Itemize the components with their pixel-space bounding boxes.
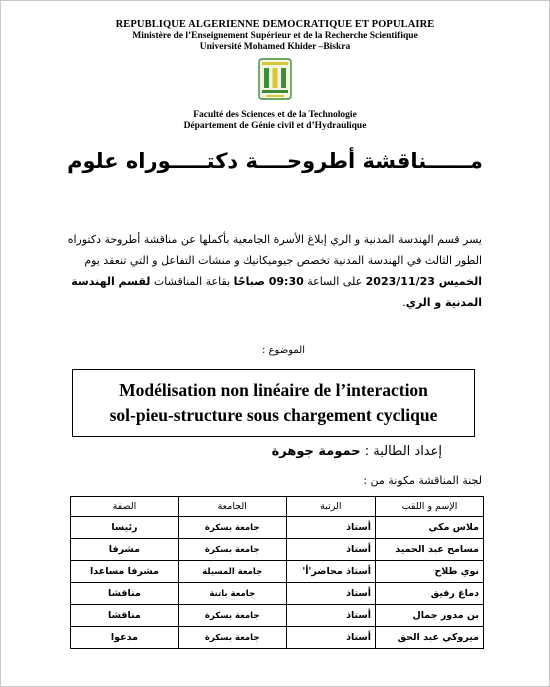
member-name: نوي طلاح <box>376 561 484 583</box>
thesis-title-line-2: sol-pieu-structure sous chargement cyclique <box>109 405 438 425</box>
defense-time: 09:30 صباحًا <box>233 275 304 288</box>
thesis-title-line-1: Modélisation non linéaire de l’interaction <box>119 380 428 400</box>
prepared-by <box>272 444 442 459</box>
header-role: الصفة <box>71 497 179 517</box>
announcement-text-4: . <box>402 296 406 309</box>
member-role: رئيسا <box>71 517 179 539</box>
member-university: جامعة بسكرة <box>178 627 286 649</box>
member-role: مناقشا <box>71 583 179 605</box>
member-role: مناقشا <box>71 605 179 627</box>
announcement-paragraph <box>62 229 482 313</box>
member-role: مشرفا مساعدا <box>71 561 179 583</box>
faculty-name: Faculté des Sciences et de la Technologie <box>193 110 357 120</box>
header-university: الجامعة <box>178 497 286 517</box>
ministry-header: Ministère de l’Enseignement Supérieur et de la Recherche Scientifique <box>132 31 418 41</box>
table-row <box>71 583 484 605</box>
prepared-by-label: إعداد الطالبة : <box>360 444 442 459</box>
header-name: الإسم و اللقب <box>376 497 484 517</box>
member-rank: أستاذ <box>286 583 375 605</box>
jury-table <box>70 496 484 649</box>
university-header: Université Mohamed Khider –Biskra <box>199 42 351 52</box>
table-row <box>71 561 484 583</box>
republic-header: REPUBLIQUE ALGERIENNE DEMOCRATIQUE ET POPULAIRE <box>115 19 435 30</box>
page-title: مــــــناقشة أطروحــــة دكتـــــوراه علوم <box>67 149 483 173</box>
university-logo <box>257 58 293 102</box>
department-name: Département de Génie civil et d’Hydraulique <box>183 121 367 131</box>
member-rank: أستاذ <box>286 605 375 627</box>
thesis-title-box <box>72 369 475 437</box>
member-name: ملاس مكي <box>376 517 484 539</box>
table-row <box>71 627 484 649</box>
member-university: جامعة باتنة <box>178 583 286 605</box>
header-rank: الرتبة <box>286 497 375 517</box>
member-role: مدعوا <box>71 627 179 649</box>
jury-table-header-row <box>71 497 484 517</box>
defense-date: الخميس 2023/11/23 <box>365 275 482 288</box>
member-university: جامعة المسيلة <box>178 561 286 583</box>
member-name: دماغ رفيق <box>376 583 484 605</box>
announcement-text-3: بقاعة المناقشات <box>150 275 234 288</box>
table-row <box>71 539 484 561</box>
member-rank: أستاذ محاضر'أ' <box>286 561 375 583</box>
member-university: جامعة بسكرة <box>178 517 286 539</box>
table-row <box>71 605 484 627</box>
member-name: مسامح عبد الحميد <box>376 539 484 561</box>
defense-place: لقسم الهندسة المدنية و الري <box>71 275 482 309</box>
student-name: حمومة جوهرة <box>271 444 361 459</box>
jury-label: لجنة المناقشة مكونة من : <box>363 474 482 487</box>
member-rank: أستاذ <box>286 539 375 561</box>
member-rank: أستاذ <box>286 627 375 649</box>
member-name: بن مدور جمال <box>376 605 484 627</box>
announcement-text-2: على الساعة <box>303 275 366 288</box>
member-university: جامعة بسكرة <box>178 539 286 561</box>
table-row <box>71 517 484 539</box>
member-university: جامعة بسكرة <box>178 605 286 627</box>
member-rank: أستاذ <box>286 517 375 539</box>
subject-label: الموضوع : <box>262 345 305 356</box>
announcement-text-1: يسر قسم الهندسة المدنية و الري إبلاغ الأسرة الجامعية بأكملها عن مناقشة أطروحة دكتوراه الطور الثالث في الهندسة المدنية تخصص جيوميكانيك و منشات التفاعل و التي تنعقد يوم <box>67 233 482 267</box>
member-role: مشرفا <box>71 539 179 561</box>
member-name: ميروكي عبد الحق <box>376 627 484 649</box>
